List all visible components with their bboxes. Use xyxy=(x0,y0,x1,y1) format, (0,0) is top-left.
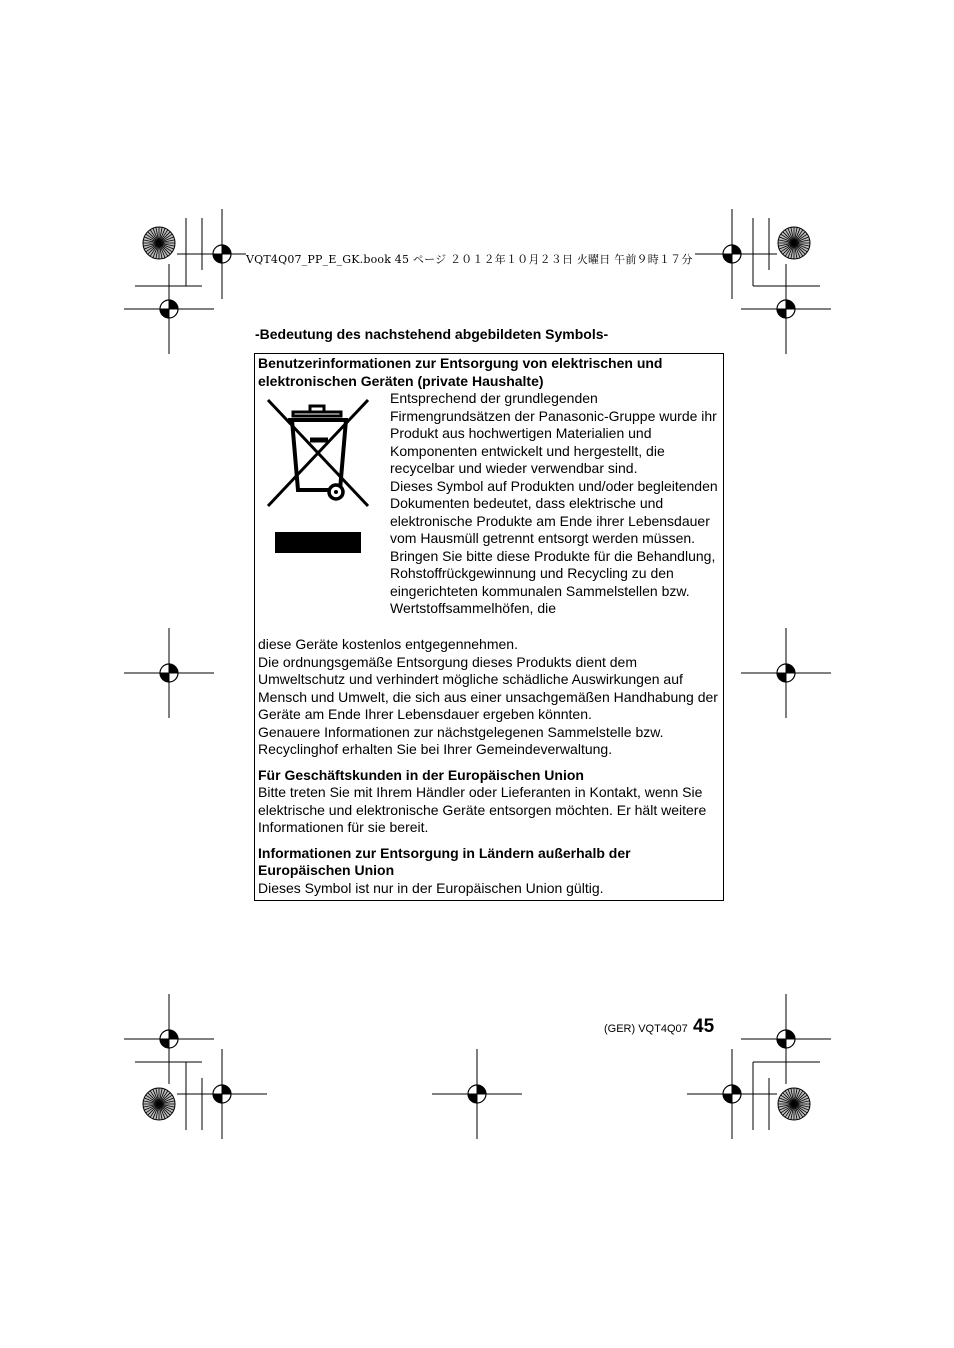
intro-paragraph-2: Dieses Symbol auf Produkten und/oder begleitenden Dokumenten bedeutet, dass elektrische und elektronische Produkte am Ende ihrer Lebensdauer vom Hausmüll getrennt entsorgt werden müssen. xyxy=(390,477,718,546)
page-number: 45 xyxy=(693,1016,715,1037)
business-heading: Für Geschäftskunden in der Europäischen Union xyxy=(258,766,584,783)
crossed-out-wheelie-bin-icon xyxy=(264,396,374,556)
box-heading: Benutzerinformationen zur Entsorgung von elektrischen und elektronischen Geräten (private Haushalte) xyxy=(258,355,663,389)
paragraph-environment: Die ordnungsgemäße Entsorgung dieses Produkts dient dem Umweltschutz und verhindert mögliche schädliche Auswirkungen auf Mensch und Umwelt, die sich aus einer unsachgemäßen Handhabung der Geräte am Ende Ihrer Lebensdauer ergeben könnten. xyxy=(258,653,718,722)
intro-text xyxy=(390,390,722,618)
print-header: VQT4Q07_PP_E_GK.book 45 ページ ２０１２年１０月２３日 火曜日 午前９時１７分 xyxy=(246,253,693,266)
intro-continued: diese Geräte kostenlos entgegennehmen. xyxy=(258,636,518,652)
weee-symbol xyxy=(264,396,374,556)
section-title: -Bedeutung des nachstehend abgebildeten Symbols- xyxy=(255,326,609,342)
outside-eu-heading: Informationen zur Entsorgung in Ländern außerhalb der Europäischen Union xyxy=(258,844,631,878)
intro-paragraph-1: Entsprechend der grundlegenden Firmengrundsätzen der Panasonic-Gruppe wurde ihr Produkt aus hochwertigen Materialien und Komponenten entwickelt und hergestellt, die recycelbar und wieder verwendbar sind. xyxy=(390,390,717,476)
business-text: Bitte treten Sie mit Ihrem Händler oder Lieferanten in Kontakt, wenn Sie elektrische und elektronische Geräte entsorgen möchten. Er hält weitere Informationen für sie bereit. xyxy=(258,784,707,835)
body-text xyxy=(258,636,720,897)
intro-paragraph-3: Bringen Sie bitte diese Produkte für die Behandlung, Rohstoffrückgewinnung und Recycling zu den eingerichteten kommunalen Sammelstellen bzw. Wertstoffsammelhöfen, die xyxy=(390,547,716,616)
page-reference: (GER) VQT4Q07 xyxy=(604,1023,688,1035)
paragraph-collection-point: Genauere Informationen zur nächstgelegenen Sammelstelle bzw. Recyclinghof erhalten Sie bei Ihrer Gemeindeverwaltung. xyxy=(258,723,664,757)
outside-eu-text: Dieses Symbol ist nur in der Europäischen Union gültig. xyxy=(258,879,604,896)
disposal-notice-box xyxy=(254,353,724,901)
